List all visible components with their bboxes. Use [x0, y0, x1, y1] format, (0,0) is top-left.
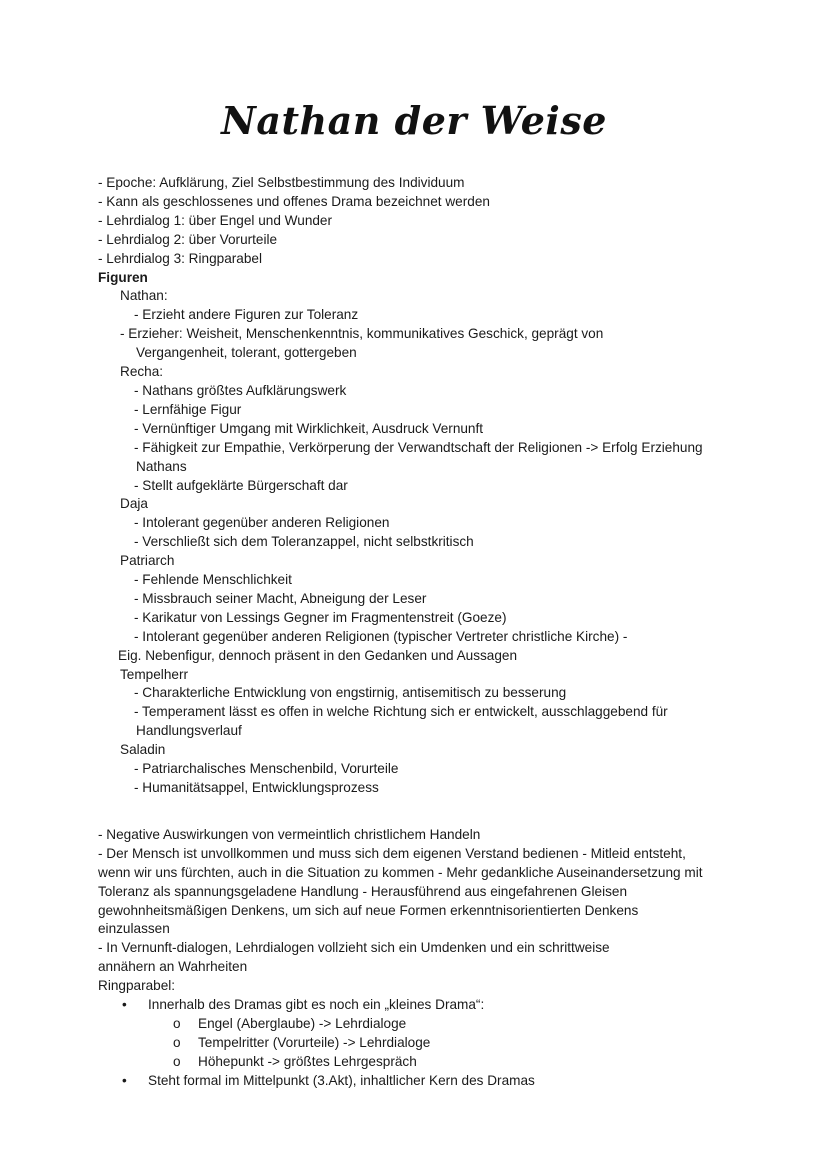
saladin-trait: - Humanitätsappel, Entwicklungsprozess — [134, 780, 379, 795]
patriarch-trait: - Intolerant gegenüber anderen Religionen (typischer Vertreter christliche Kirche) - — [134, 628, 628, 644]
ringparabel-bullet — [98, 1072, 738, 1091]
figure-name-patriarch: Patriarch — [120, 553, 175, 569]
tempelherr-trait: - Temperament lässt es offen in welche Richtung sich er entwickelt, ausschlaggebend für — [134, 704, 668, 720]
patriarch-trait: - Karikatur von Lessings Gegner im Fragmentenstreit (Goeze) — [134, 609, 507, 625]
figure-name-tempelherr: Tempelherr — [120, 666, 188, 682]
bullet-text: Innerhalb des Dramas gibt es noch ein „kleines Drama“: — [148, 997, 485, 1013]
note-line: annähern an Wahrheiten — [98, 959, 248, 975]
figure-name-recha: Recha: — [120, 364, 164, 380]
intro-line-lehrdialog-2: - Lehrdialog 2: über Vorurteile — [98, 231, 278, 247]
subitem-text: Tempelritter (Vorurteile) -> Lehrdialoge — [198, 1034, 431, 1050]
circle-bullet-icon: o — [173, 1034, 181, 1050]
ringparabel-subitem — [98, 1015, 738, 1034]
bullet-icon: • — [122, 997, 127, 1013]
saladin-trait: - Patriarchalisches Menschenbild, Vorurteile — [134, 761, 399, 777]
note-line: gewohnheitsmäßigen Denkens, um sich auf neue Formen erkenntnisorientierten Denkens — [98, 902, 639, 918]
ringparabel-subitem — [98, 1053, 738, 1072]
recha-trait: - Lernfähige Figur — [134, 401, 242, 417]
recha-trait: - Nathans größtes Aufklärungswerk — [134, 382, 347, 398]
ringparabel-subitem — [98, 1034, 738, 1053]
document-body — [98, 174, 738, 1091]
nathan-trait: - Erzieher: Weisheit, Menschenkenntnis, kommunikatives Geschick, geprägt von — [120, 326, 604, 342]
intro-line-drama: - Kann als geschlossenes und offenes Drama bezeichnet werden — [98, 193, 490, 209]
note-line: Toleranz als spannungsgeladene Handlung - Herausführend aus eingefahrenen Gleisen — [98, 883, 628, 899]
section-spacer — [98, 798, 738, 826]
bullet-icon: • — [122, 1072, 127, 1088]
ringparabel-heading: Ringparabel: — [98, 978, 176, 994]
recha-trait: - Vernünftiger Umgang mit Wirklichkeit, Ausdruck Vernunft — [134, 420, 484, 436]
recha-trait: - Stellt aufgeklärte Bürgerschaft dar — [134, 477, 348, 493]
patriarch-trait-continuation: Eig. Nebenfigur, dennoch präsent in den Gedanken und Aussagen — [118, 647, 518, 663]
nathan-trait-continuation: Vergangenheit, tolerant, gottergeben — [136, 345, 357, 361]
page-title: Nathan der Weise — [221, 98, 607, 143]
circle-bullet-icon: o — [173, 1053, 181, 1069]
recha-trait-continuation: Nathans — [136, 458, 187, 474]
figure-name-daja: Daja — [120, 496, 148, 512]
patriarch-trait: - Missbrauch seiner Macht, Abneigung der Leser — [134, 590, 427, 606]
subitem-text: Engel (Aberglaube) -> Lehrdialoge — [198, 1015, 407, 1031]
figure-name-nathan: Nathan: — [120, 288, 168, 304]
subitem-text: Höhepunkt -> größtes Lehrgespräch — [198, 1053, 417, 1069]
note-line: - In Vernunft-dialogen, Lehrdialogen vollzieht sich ein Umdenken und ein schrittweise — [98, 940, 610, 956]
nathan-trait: - Erzieht andere Figuren zur Toleranz — [134, 307, 359, 323]
note-line: - Der Mensch ist unvollkommen und muss sich dem eigenen Verstand bedienen - Mitleid entsteht, — [98, 845, 686, 861]
recha-trait: - Fähigkeit zur Empathie, Verkörperung der Verwandtschaft der Religionen -> Erfolg Erziehung — [134, 439, 703, 455]
circle-bullet-icon: o — [173, 1015, 181, 1031]
bullet-text: Steht formal im Mittelpunkt (3.Akt), inhaltlicher Kern des Dramas — [148, 1072, 535, 1088]
intro-line-epoche: - Epoche: Aufklärung, Ziel Selbstbestimmung des Individuum — [98, 175, 465, 190]
daja-trait: - Verschließt sich dem Toleranzappel, nicht selbstkritisch — [134, 534, 474, 550]
note-line: einzulassen — [98, 921, 170, 937]
tempelherr-trait: - Charakterliche Entwicklung von engstirnig, antisemitisch zu besserung — [134, 685, 567, 701]
note-line: wenn wir uns fürchten, auch in die Situation zu kommen - Mehr gedankliche Auseinandersetzung mit — [98, 864, 703, 880]
ringparabel-bullet — [98, 996, 738, 1015]
daja-trait: - Intolerant gegenüber anderen Religionen — [134, 515, 390, 531]
note-line: - Negative Auswirkungen von vermeintlich christlichem Handeln — [98, 826, 481, 842]
tempelherr-trait-continuation: Handlungsverlauf — [136, 723, 242, 739]
intro-line-lehrdialog-1: - Lehrdialog 1: über Engel und Wunder — [98, 212, 333, 228]
intro-line-lehrdialog-3: - Lehrdialog 3: Ringparabel — [98, 250, 262, 266]
patriarch-trait: - Fehlende Menschlichkeit — [134, 572, 292, 588]
figuren-heading: Figuren — [98, 269, 148, 285]
figure-name-saladin: Saladin — [120, 742, 166, 758]
